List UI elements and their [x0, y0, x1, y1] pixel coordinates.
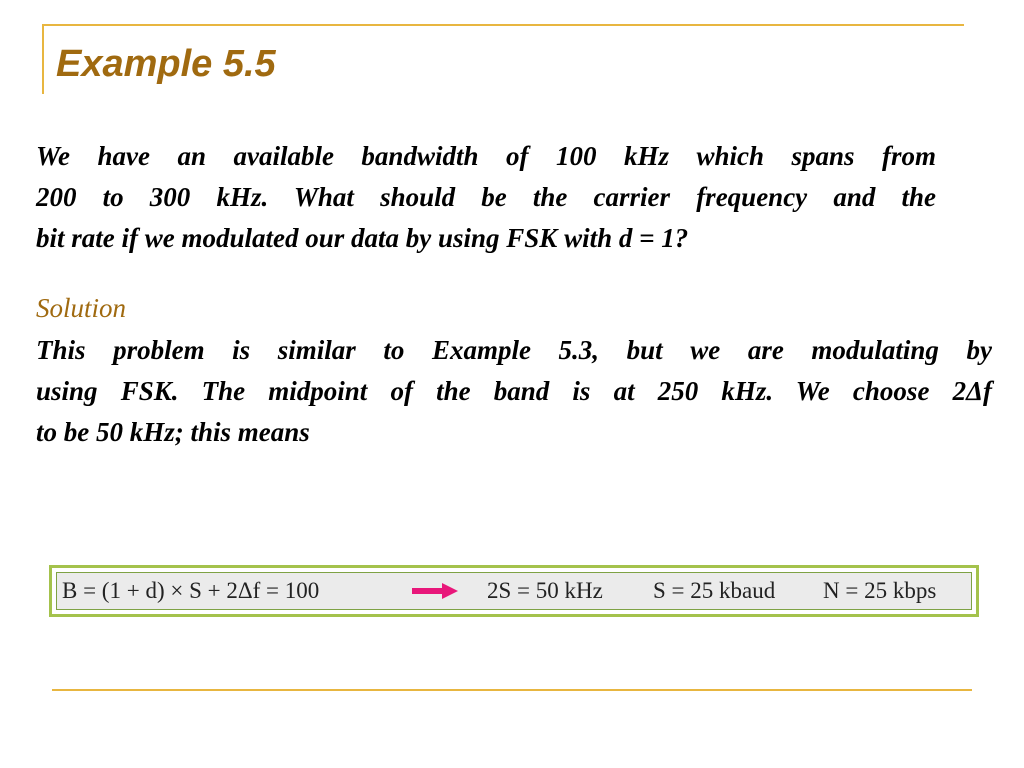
formula-panel: [56, 572, 972, 610]
question-text: [36, 136, 936, 259]
formula-bandwidth-equation: B = (1 + d) × S + 2Δf = 100: [62, 578, 320, 603]
formula-step-2s: 2S = 50 kHz: [487, 578, 603, 603]
right-arrow-icon: [412, 583, 458, 599]
formula-box: [49, 565, 979, 617]
answer-line: This problem is similar to Example 5.3, but we are modulating by: [36, 335, 992, 365]
answer-line: to be 50 kHz; this means: [36, 417, 310, 447]
question-line: 200 to 300 kHz. What should be the carrier frequency and the: [36, 182, 936, 212]
formula-step-bitrate: N = 25 kbps: [823, 578, 937, 603]
solution-heading: Solution: [36, 293, 127, 323]
question-line: We have an available bandwidth of 100 kHz which spans from: [36, 141, 936, 171]
top-rule: [42, 24, 964, 26]
left-accent-rule: [42, 24, 44, 94]
bottom-rule: [52, 689, 972, 691]
slide-title: Example 5.5: [56, 43, 276, 85]
formula-step-baud: S = 25 kbaud: [653, 578, 776, 603]
answer-line: using FSK. The midpoint of the band is at 250 kHz. We choose 2Δf: [36, 376, 992, 406]
answer-text: [36, 330, 992, 453]
question-line: bit rate if we modulated our data by using FSK with d = 1?: [36, 223, 689, 253]
